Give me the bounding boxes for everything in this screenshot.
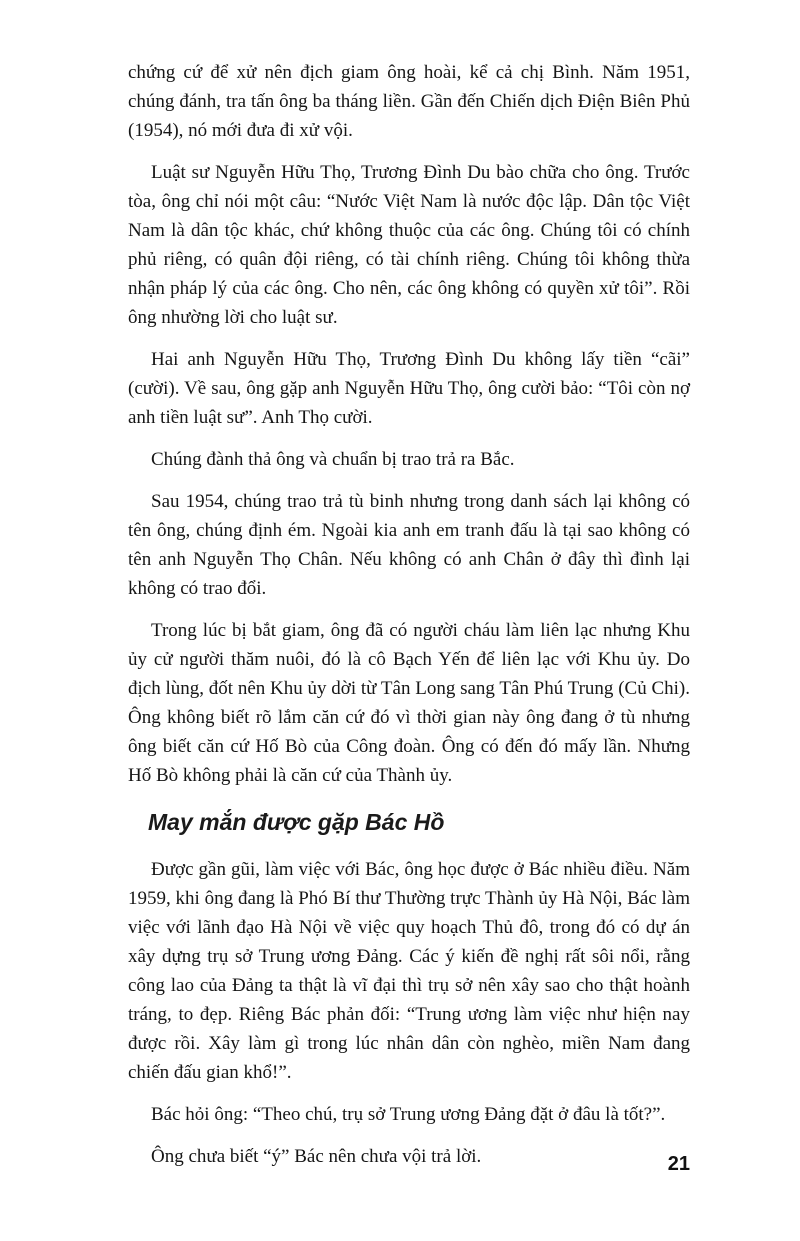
paragraph: Trong lúc bị bắt giam, ông đã có người cháu làm liên lạc nhưng Khu ủy cử người thăm nuôi, đó là cô Bạch Yến để liên lạc với Khu ủy. Do địch lùng, đốt nên Khu ủy dời từ Tân Long sang Tân Phú Trung (Củ Chi). Ông không biết rõ lắm căn cứ đó vì thời gian này ông đang ở tù nhưng ông biết căn cứ Hố Bò của Công đoàn. Ông có đến đó mấy lần. Nhưng Hố Bò không phải là căn cứ của Thành ủy.: [128, 620, 690, 786]
paragraph: Chúng đành thả ông và chuẩn bị trao trả ra Bắc.: [151, 449, 515, 470]
paragraph: Sau 1954, chúng trao trả tù binh nhưng trong danh sách lại không có tên ông, chúng định ém. Ngoài kia anh em tranh đấu là tại sao không có tên anh Nguyễn Thọ Chân. Nếu không có anh Chân ở đây thì đình lại không có trao đổi.: [128, 491, 690, 599]
paragraph: chứng cứ để xử nên địch giam ông hoài, kể cả chị Bình. Năm 1951, chúng đánh, tra tấn ông ba tháng liền. Gần đến Chiến dịch Điện Biên Phủ (1954), nó mới đưa đi xử vội.: [128, 62, 690, 141]
paragraph: Được gần gũi, làm việc với Bác, ông học được ở Bác nhiều điều. Năm 1959, khi ông đang là Phó Bí thư Thường trực Thành ủy Hà Nội, Bác làm việc với lãnh đạo Hà Nội về việc quy hoạch Thủ đô, trong đó có dự án xây dựng trụ sở Trung ương Đảng. Các ý kiến đề nghị rất sôi nổi, rằng công lao của Đảng ta thật là vĩ đại thì trụ sở nên xây sao cho thật hoành tráng, to đẹp. Riêng Bác phản đối: “Trung ương làm việc như hiện nay được rồi. Xây làm gì trong lúc nhân dân còn nghèo, miền Nam đang chiến đấu gian khổ!”.: [128, 859, 690, 1083]
paragraph: Hai anh Nguyễn Hữu Thọ, Trương Đình Du không lấy tiền “cãi” (cười). Về sau, ông gặp anh Nguyễn Hữu Thọ, ông cười bảo: “Tôi còn nợ anh tiền luật sư”. Anh Thọ cười.: [128, 349, 690, 428]
page-body: [128, 58, 690, 1184]
section-heading: May mắn được gặp Bác Hồ: [148, 809, 445, 835]
paragraph: Bác hỏi ông: “Theo chú, trụ sở Trung ương Đảng đặt ở đâu là tốt?”.: [151, 1104, 666, 1125]
paragraph: Luật sư Nguyễn Hữu Thọ, Trương Đình Du bào chữa cho ông. Trước tòa, ông chỉ nói một câu: “Nước Việt Nam là nước độc lập. Dân tộc Việt Nam là dân tộc khác, chứ không thuộc của các ông. Chúng tôi có chính phủ riêng, có quân đội riêng, có tài chính riêng. Chúng tôi không thừa nhận pháp lý của các ông. Cho nên, các ông không có quyền xử tôi”. Rồi ông nhường lời cho luật sư.: [128, 162, 690, 328]
page-number: 21: [667, 1153, 690, 1175]
paragraph: Ông chưa biết “ý” Bác nên chưa vội trả lời.: [151, 1146, 482, 1167]
